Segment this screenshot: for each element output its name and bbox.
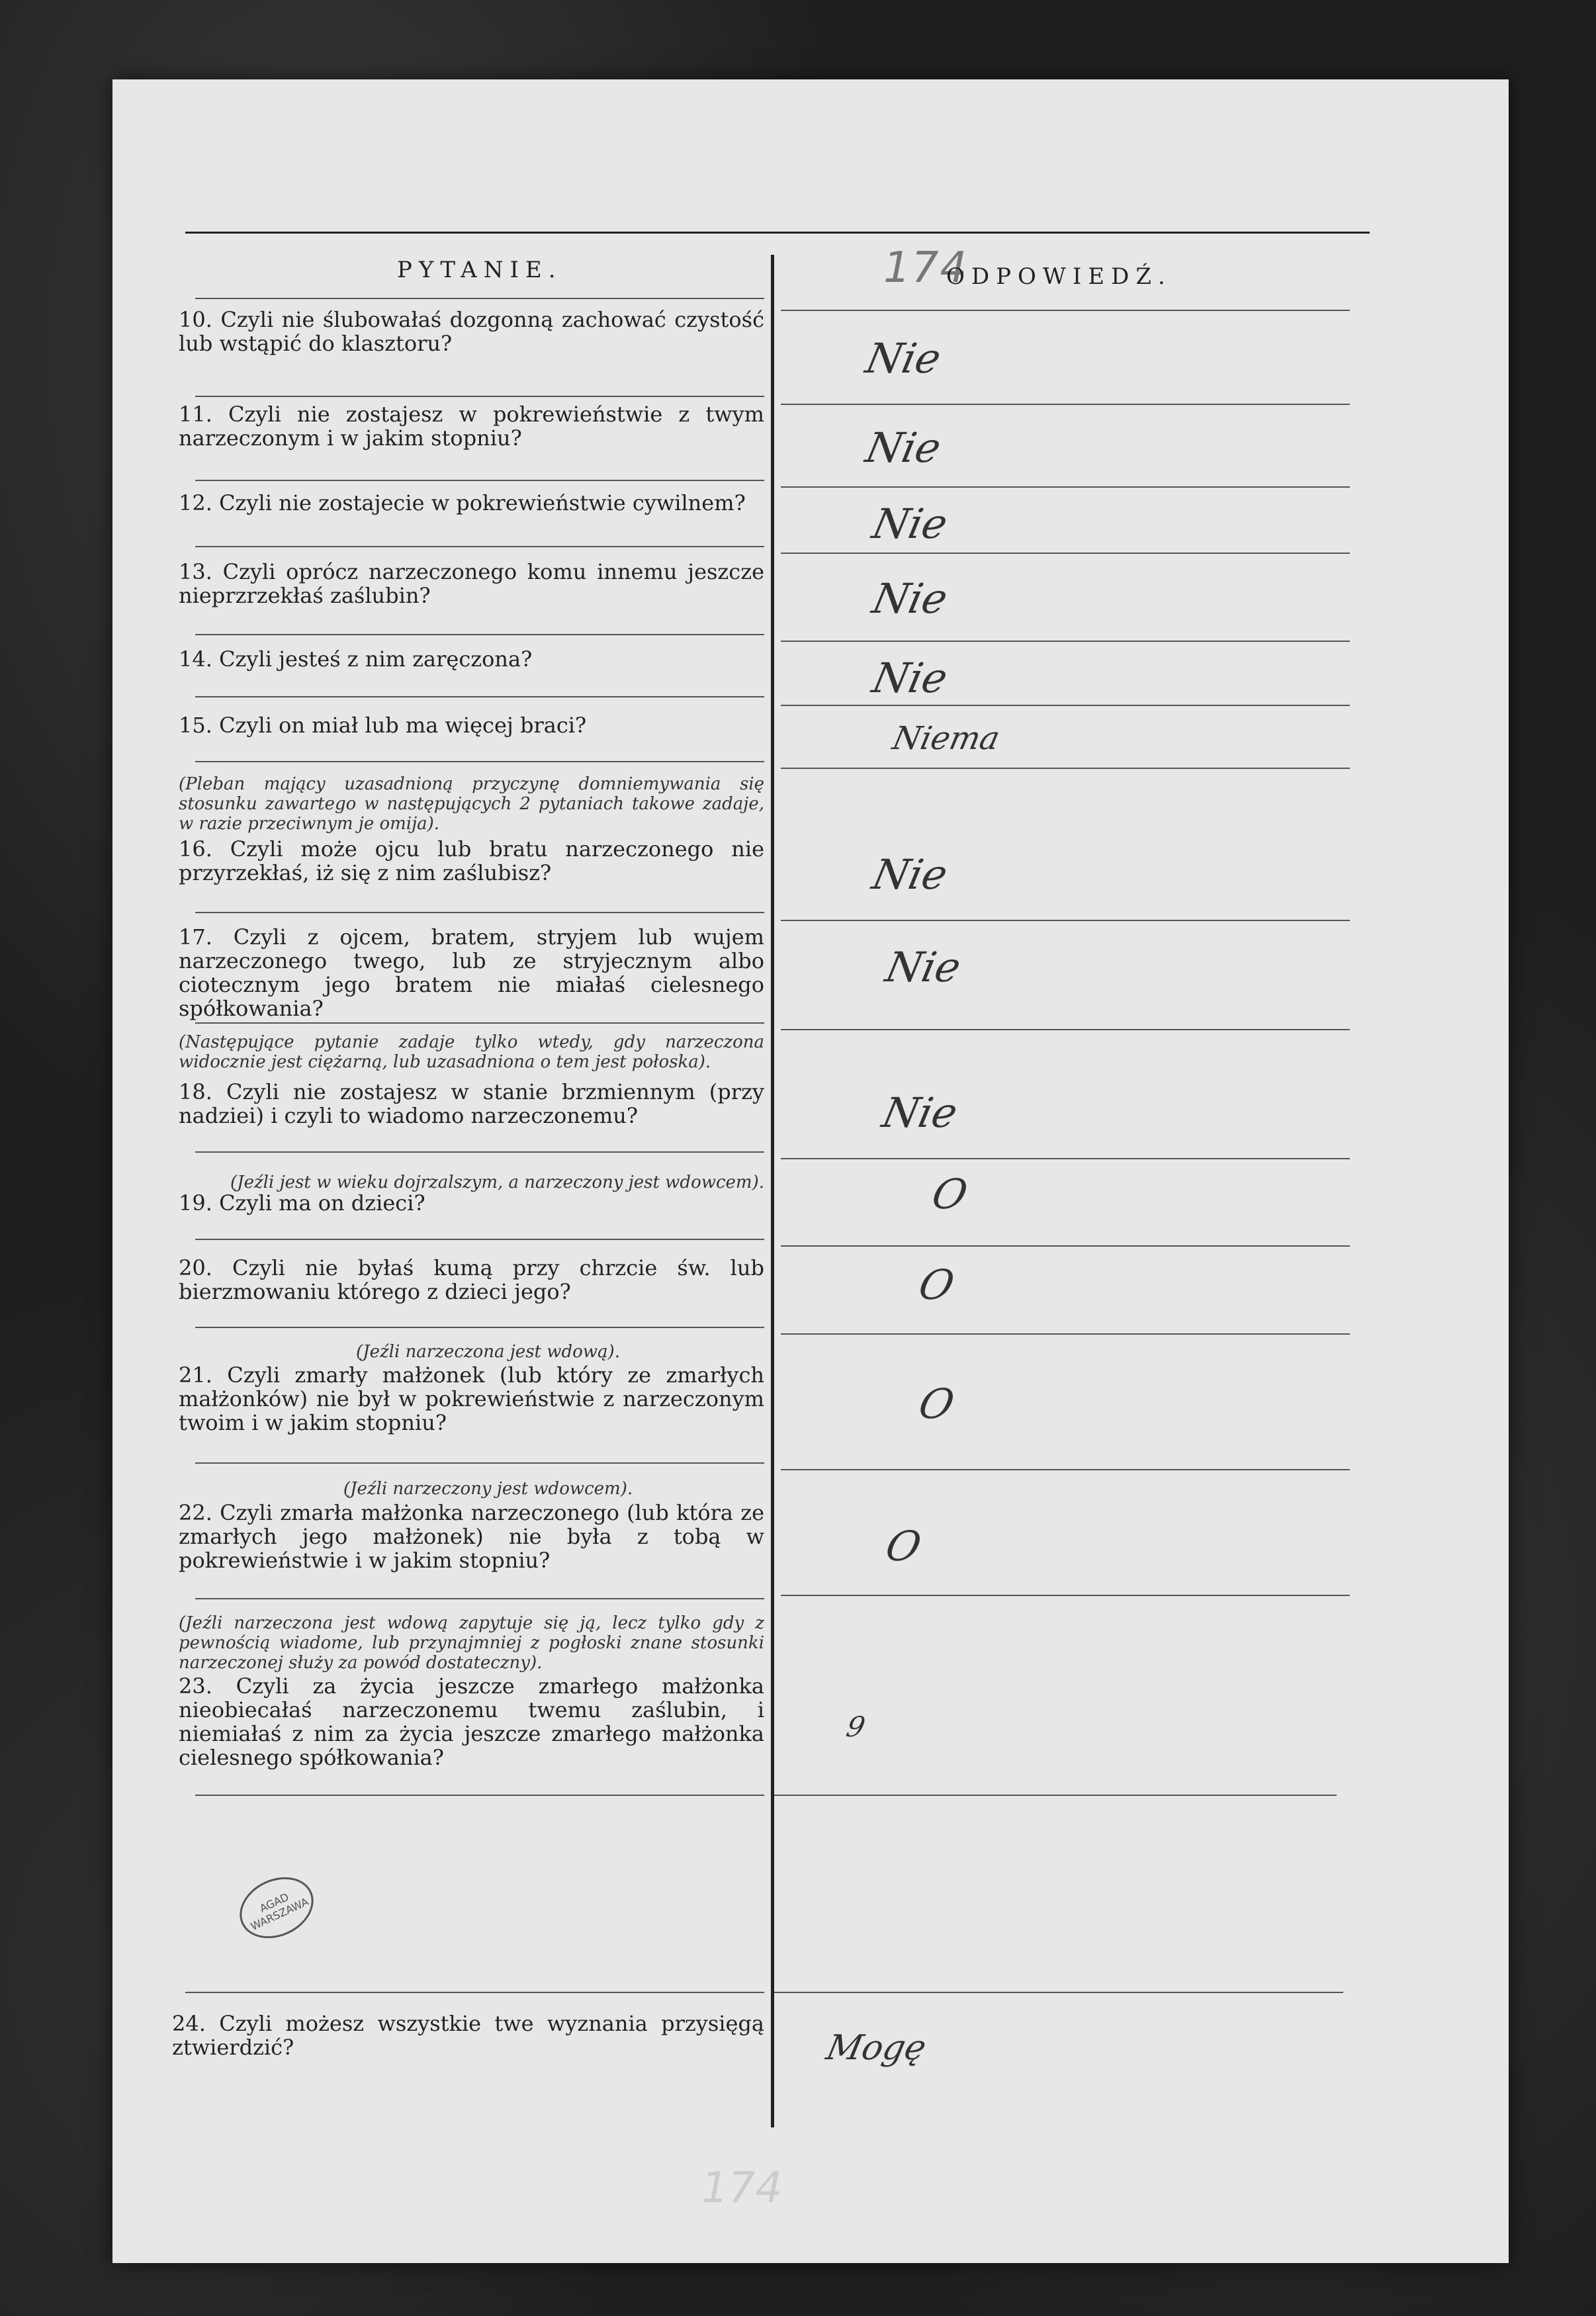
- question-22: 22. Czyli zmarła małżonka narzeczonego (lub która ze zmarłych jego małżonek) nie była z tobą w pokrewieństwie i w jakim stopniu?: [179, 1500, 765, 1573]
- rule: [781, 920, 1350, 921]
- rule: [185, 1992, 764, 1993]
- question-24: 24. Czyli możesz wszystkie twe wyznania przysięgą ztwierdzić?: [172, 2011, 765, 2060]
- question-21: 21. Czyli zmarły małżonek (lub który ze zmarłych małżonków) nie był w pokrewieństwie z narzeczonym twoim i w jakim stopniu?: [179, 1362, 765, 1435]
- answer-13: Nie: [868, 574, 952, 623]
- rule: [195, 1462, 764, 1464]
- answer-24: Mogę: [822, 2028, 930, 2068]
- rule: [195, 1327, 764, 1328]
- answer-18: Nie: [878, 1089, 962, 1137]
- question-15: 15. Czyli on miał lub ma więcej braci?: [179, 713, 587, 738]
- rule: [781, 1595, 1350, 1596]
- rule: [195, 696, 764, 697]
- archive-stamp: AGAD WARSZAWA: [230, 1866, 323, 1950]
- note-16: (Pleban mający uzasadnioną przyczynę domniemywania się stosunku zawartego w następujących 2 pytaniach takowe zadaje, w razie przeciwnym je omija).: [179, 774, 764, 834]
- note-18: (Następujące pytanie zadaje tylko wtedy, gdy narzeczona widocznie jest ciężarną, lub uzasadniona o tem jest połoska).: [179, 1032, 764, 1072]
- rule: [774, 1992, 1343, 1993]
- column-header-question: PYTANIE.: [397, 257, 562, 283]
- answer-17: Nie: [881, 943, 965, 991]
- question-23: 23. Czyli za życia jeszcze zmarłego małżonka nieobiecałaś narzeczonemu twemu zaślubin, i niemiałaś z nim za życia jeszcze zmarłego małżonka cielesnego spółkowania?: [179, 1673, 765, 1770]
- note-23: (Jeźli narzeczona jest wdową zapytuje się ją, lecz tylko gdy z pewnością wiadome, lub przynajmniej z pogłoski znane stosunki narzeczonej służy za powód dostateczny).: [179, 1613, 764, 1673]
- rule: [781, 1245, 1350, 1247]
- answer-12: Nie: [868, 500, 952, 548]
- rule: [781, 310, 1350, 311]
- rule: [195, 1022, 764, 1024]
- question-18: 18. Czyli nie zostajesz w stanie brzmiennym (przy nadziei) i czyli to wiadomo narzeczonemu?: [179, 1079, 765, 1128]
- rule: [195, 396, 764, 397]
- rule: [781, 486, 1350, 488]
- top-rule: [185, 232, 1370, 234]
- rule: [781, 1158, 1350, 1159]
- question-13: 13. Czyli oprócz narzeczonego komu innemu jeszcze nieprzrzekłaś zaślubin?: [179, 559, 765, 608]
- answer-10: Nie: [862, 334, 946, 382]
- question-19: 19. Czyli ma on dzieci?: [179, 1190, 425, 1216]
- rule: [195, 1598, 764, 1599]
- folio-number: 174: [883, 244, 969, 292]
- answer-16: Nie: [868, 850, 952, 899]
- rule: [781, 1333, 1350, 1335]
- folio-number-bottom: 174: [701, 2164, 783, 2213]
- column-header-answer: ODPOWIEDŹ.: [946, 263, 1172, 290]
- answer-21: O: [914, 1380, 959, 1428]
- note-21: (Jeźli narzeczona jest wdową).: [356, 1342, 620, 1362]
- rule: [774, 1795, 1337, 1796]
- rule: [781, 553, 1350, 554]
- question-10: 10. Czyli nie ślubowałaś dozgonną zachować czystość lub wstąpić do klasztoru?: [179, 307, 765, 356]
- rule: [195, 634, 764, 635]
- rule: [781, 404, 1350, 405]
- answer-19: O: [928, 1170, 972, 1218]
- answer-22: O: [881, 1522, 926, 1570]
- rule: [781, 705, 1350, 706]
- rule: [195, 761, 764, 762]
- answer-20: O: [914, 1261, 959, 1309]
- rule: [781, 1469, 1350, 1470]
- question-11: 11. Czyli nie zostajesz w pokrewieństwie z twym narzeczonym i w jakim stopniu?: [179, 402, 765, 451]
- answer-23: 9: [843, 1711, 868, 1743]
- note-19: (Jeźli jest w wieku dojrzalszym, a narzeczony jest wdowcem).: [230, 1173, 764, 1192]
- question-17: 17. Czyli z ojcem, bratem, stryjem lub wujem narzeczonego twego, lub ze stryjecznym albo ciotecznym jego bratem nie miałaś cielesnego spółkowania?: [179, 924, 764, 1021]
- rule: [195, 1795, 764, 1796]
- rule: [195, 298, 764, 299]
- question-14: 14. Czyli jesteś z nim zaręczona?: [179, 646, 533, 672]
- answer-14: Nie: [868, 654, 952, 702]
- answer-15: Niema: [889, 720, 1003, 757]
- rule: [781, 1029, 1350, 1030]
- rule: [195, 546, 764, 547]
- rule: [781, 768, 1350, 769]
- question-20: 20. Czyli nie byłaś kumą przy chrzcie św. lub bierzmowaniu którego z dzieci jego?: [179, 1255, 765, 1304]
- rule: [195, 1151, 764, 1153]
- question-16: 16. Czyli może ojcu lub bratu narzeczonego nie przyrzekłaś, iż się z nim zaślubisz?: [179, 836, 765, 885]
- column-divider: [771, 255, 774, 2127]
- rule: [195, 912, 764, 913]
- answer-11: Nie: [862, 423, 946, 472]
- document-page: [112, 79, 1509, 2263]
- question-12: 12. Czyli nie zostajecie w pokrewieństwie cywilnem?: [179, 490, 746, 515]
- rule: [781, 641, 1350, 642]
- rule: [195, 1239, 764, 1240]
- rule: [195, 480, 764, 481]
- note-22: (Jeźli narzeczony jest wdowcem).: [343, 1479, 633, 1499]
